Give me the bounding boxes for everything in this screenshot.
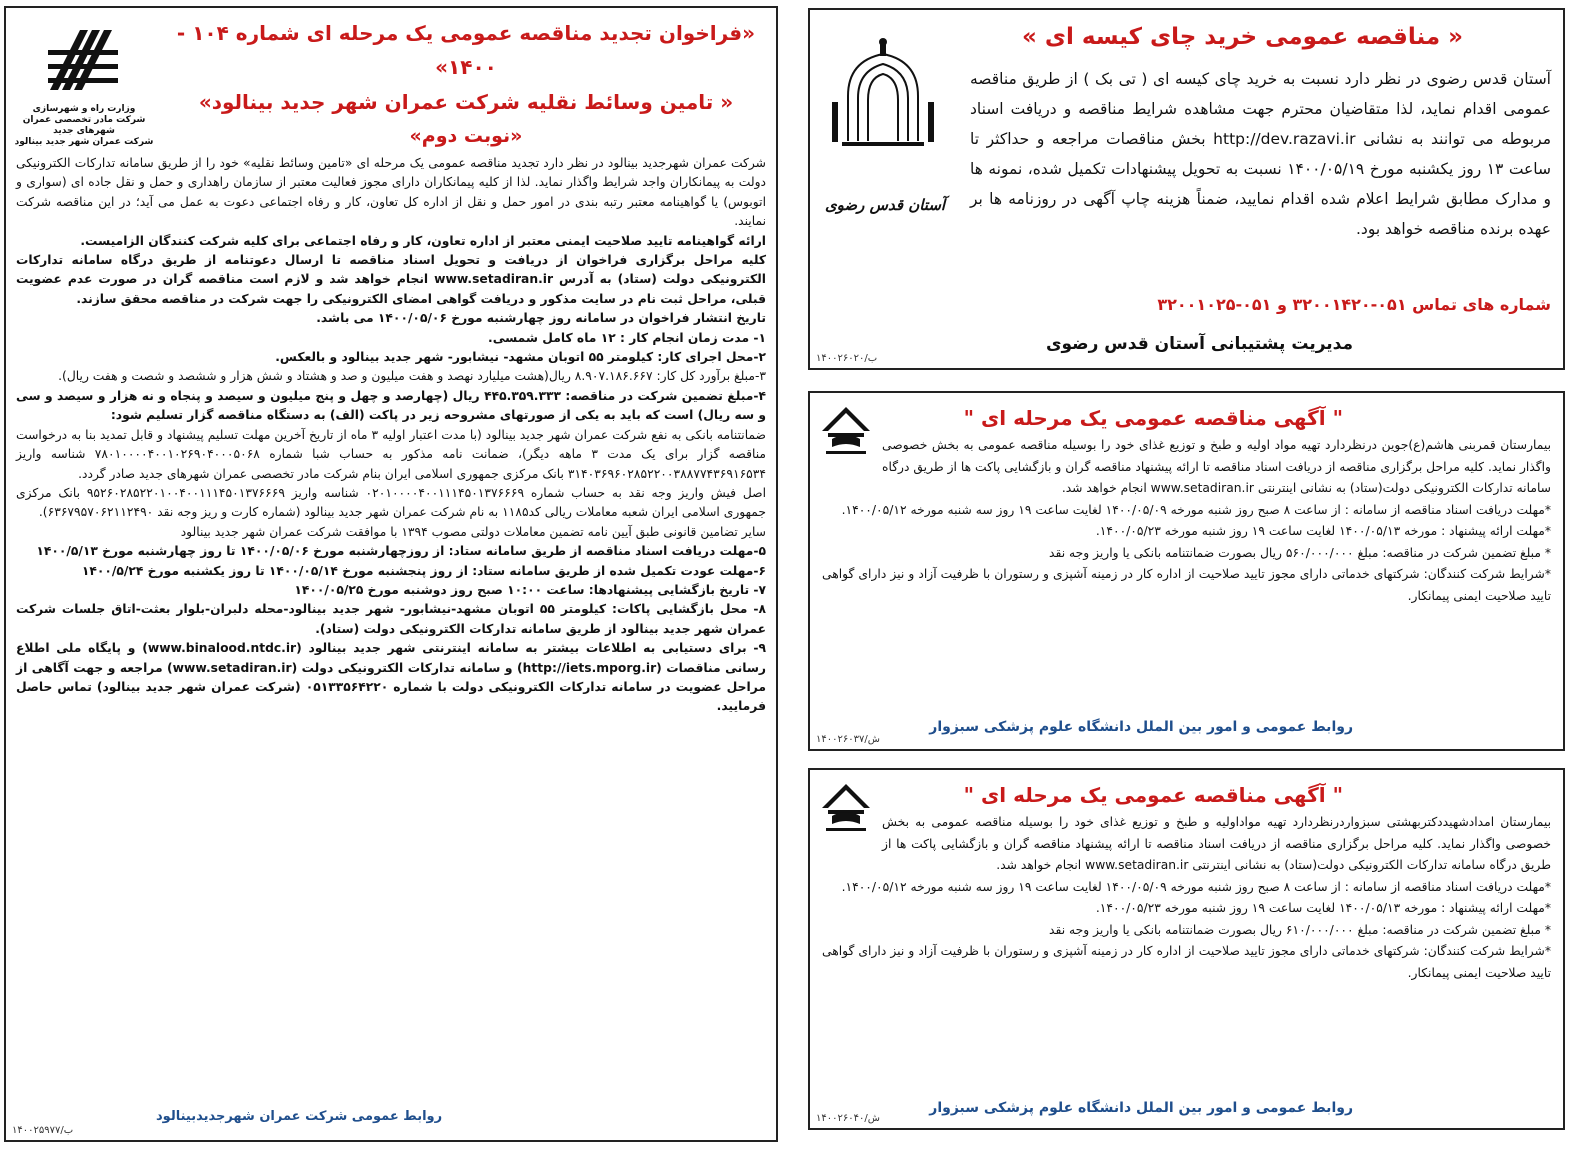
bottom-right-ad-body	[822, 812, 1551, 984]
logo-caption-2: شرکت مادر تخصصی عمران شهرهای جدید	[22, 115, 146, 136]
top-right-ad-body: آستان قدس رضوی در نظر دارد نسبت به خرید چای کیسه ای ( تی بک ) از طریق مناقصه عمومی اقدام نماید، لذا متقاضیان محترم جهت مشاهده شرایط مناقصه و دریافت اسناد مربوطه می توانند به نشانی http://dev.razavi.ir بخش مناقصات مراجعه و حداکثر تا ساعت ۱۳ روز یکشنبه مورخ ۱۴۰۰/۰۵/۱۹ نسبت به تحویل پیشنهادات تکمیل شده، نمونه ها و مدارک مطابق شرایط اعلام شده اقدام نمایید، ضمناً هزینه چاپ آگهی در روزنامه ها بر عهده برنده مناقصه خواهد بود.	[970, 70, 1551, 238]
bottom-right-ad-item-2: *مهلت ارائه پیشنهاد : مورخه ۱۴۰۰/۰۵/۱۳ لغایت ساعت ۱۹ روز شنبه مورخه ۱۴۰۰/۰۵/۲۳.	[1095, 901, 1551, 915]
top-right-ad-ref: ۱۴۰۰۲۶۰۲۰/ب	[816, 353, 878, 364]
top-right-ad-title: « مناقصه عمومی خرید چای کیسه ای »	[1022, 24, 1463, 50]
astan-qods-logo-icon	[818, 36, 948, 166]
mid-right-ad-item-2: *مهلت ارائه پیشنهاد : مورخه ۱۴۰۰/۰۵/۱۳ لغایت ساعت ۱۹ روز شنبه مورخه ۱۴۰۰/۰۵/۲۳.	[1095, 524, 1551, 538]
mid-right-ad-title: " آگهی مناقصه عمومی یک مرحله ای "	[963, 406, 1343, 430]
left-ad-para-8: ۴-مبلغ تضمین شرکت در مناقصه: ۴۴۵.۳۵۹.۳۳۳ ریال (چهارصد و چهل و پنج میلیون و سیصد و پنجاه و نه هزار و سیصد و سی و سه ریال) است که باید به یکی از صورتهای مشروحه زیر در پاکت (الف) به دستگاه مناقصه گزار تسلیم شود:	[16, 388, 766, 423]
mid-right-ad-item-3: * مبلغ تضمین شرکت در مناقصه: مبلغ ۵۶۰/۰۰۰/۰۰۰ ریال بصورت ضمانتنامه بانکی یا واریز وجه نقد	[1049, 545, 1551, 560]
bottom-right-ad-para: بیمارستان امدادشهیددکتربهشتی سبزواردرنظردارد تهیه مواداولیه و طبخ و توزیع غذای خود را بوسیله مناقصه عمومی به بخش خصوصی واگذار نماید. کلیه مراحل برگزاری مناقصه از دریافت اسناد مناقصه تا ارائه پیشنهاد مناقصه گران و بازگشایی پاکت ها از طریق درگاه سامانه تدارکات الکترونیکی دولت(ستاد) به نشانی اینترنتی www.setadiran.ir انجام خواهد شد.	[882, 815, 1551, 872]
left-ad-para-14: ۷- تاریخ بازگشایی پیشنهادها: ساعت ۱۰:۰۰ صبح روز دوشنبه مورخ ۱۴۰۰/۰۵/۲۵	[294, 582, 766, 597]
mid-right-ad-body	[822, 435, 1551, 607]
bottom-right-ad-footer: روابط عمومی و امور بین الملل دانشگاه علوم پزشکی سبزوار	[929, 1100, 1353, 1116]
mid-right-ad-item-1: *مهلت دریافت اسناد مناقصه از سامانه : از ساعت ۸ صبح روز شنبه مورخه ۱۴۰۰/۰۵/۰۹ لغایت ساعت ۱۹ روز سه شنبه مورخه ۱۴۰۰/۰۵/۱۲.	[841, 502, 1551, 517]
astan-qods-logo-text: آستان قدس رضوی	[824, 196, 946, 214]
logo-caption	[14, 104, 154, 148]
left-ad-body	[16, 154, 766, 717]
mid-right-ad-para: بیمارستان قمربنی هاشم(ع)جوین درنظردارد تهیه مواد اولیه و طبخ و توزیع غذای خود را بوسیله مناقصه عمومی به بخش خصوصی واگذار نماید. کلیه مراحل برگزاری مناقصه از دریافت اسناد مناقصه تا ارائه پیشنهاد مناقصه گران و بازگشایی پاکت ها از طریق درگاه سامانه تدارکات الکترونیکی دولت(ستاد) به نشانی اینترنتی www.setadiran.ir انجام خواهد شد.	[882, 438, 1551, 495]
left-ad-title-3: «نوبت دوم»	[409, 125, 523, 147]
left-ad-title-2: « تامین وسائط نقلیه شرکت عمران شهر جدید بینالود»	[198, 90, 734, 114]
logo-caption-1: وزارت راه و شهرسازی	[32, 104, 136, 114]
top-right-ad-footer: مدیریت پشتیبانی آستان قدس رضوی	[1045, 334, 1353, 354]
left-ad-para-2: ارائه گواهینامه تایید صلاحیت ایمنی معتبر از اداره تعاون، کار و رفاه اجتماعی برای کلیه شرکت کنندگان الزامیست.	[80, 233, 766, 248]
bottom-right-ad	[808, 768, 1565, 1130]
mid-right-ad	[808, 391, 1565, 751]
left-ad-title-1: «فراخوان تجدید مناقصه عمومی یک مرحله ای شماره ۱۰۴ - ۱۴۰۰»	[176, 21, 756, 79]
bottom-right-ad-item-4: *شرایط شرکت کنندگان: شرکتهای خدماتی دارای مجوز تایید صلاحیت از اداره کار در زمینه آشپزی و رستوران با ظرفیت آزاد و نیز دارای گواهی تایید صلاحیت ایمنی پیمانکار.	[822, 944, 1551, 980]
left-ad	[4, 6, 778, 1142]
left-ad-para-5: ۱- مدت زمان انجام کار : ۱۲ ماه کامل شمسی.	[488, 330, 766, 345]
bottom-right-ad-item-3: * مبلغ تضمین شرکت در مناقصه: مبلغ ۶۱۰/۰۰۰/۰۰۰ ریال بصورت ضمانتنامه بانکی یا واریز وجه نقد	[1049, 922, 1551, 937]
top-right-ad	[808, 8, 1565, 370]
left-ad-titles	[166, 16, 766, 152]
mid-right-ad-footer: روابط عمومی و امور بین الملل دانشگاه علوم پزشکی سبزوار	[929, 719, 1353, 735]
left-ad-footer: روابط عمومی شرکت عمران شهرجدیدبینالود	[156, 1109, 443, 1124]
mid-right-ad-ref: ۱۴۰۰۲۶۰۳۷/ش	[816, 734, 880, 745]
left-ad-para-16: ۹- برای دستیابی به اطلاعات بیشتر به سامانه اینترنتی شهر جدید بینالود (www.binalood.ntdc.ir) و پایگاه ملی اطلاع رسانی مناقصات (http://iets.mporg.ir) و سامانه تدارکات الکترونیکی دولت (www.setadiran.ir) مراجعه و جهت آگاهی از مراحل عضویت در سامانه تدارکات الکترونیکی دولت با شماره ۰۵۱۳۳۵۶۴۲۲۰ (شرکت عمران شهر جدید بینالود) تماس حاصل فرمایید.	[16, 641, 766, 714]
left-ad-para-10: اصل فیش واریز وجه نقد به حساب شماره ۰۲۰۱۰۰۰۰۴۰۰۱۱۱۴۵۰۱۳۷۶۶۶۹ شناسه واریز ۹۵۲۶۰۲۸۵۲۲۰۱۰۰۴۰۰۱۱۱۴۵۰۱۳۷۶۶۶۹ بانک مرکزی جمهوری اسلامی ایران شعبه معاملات ریالی کد۱۱۸۵ به نام شرکت عمران شهر جدید بینالود (شماره کارت و ریز وجه نقد ۶۳۶۷۹۵۷۰۶۲۱۱۲۴۹۰).	[16, 485, 767, 520]
bottom-right-ad-title: " آگهی مناقصه عمومی یک مرحله ای "	[963, 783, 1343, 807]
left-ad-para-6: ۲-محل اجرای کار: کیلومتر ۵۵ اتوبان مشهد- نیشابور- شهر جدید بینالود و بالعکس.	[275, 350, 766, 365]
bottom-right-ad-ref: ۱۴۰۰۲۶۰۴۰/ش	[816, 1113, 880, 1124]
left-ad-para-3: کلیه مراحل برگزاری فراخوان از دریافت و تحویل اسناد مناقصه تا ارسال دعوتنامه از طریق درگاه سامانه تدارکات الکترونیکی دولت (ستاد) به آدرس www.setadiran.ir انجام خواهد شد و لازم است مناقصه گران در صورت عدم عضویت قبلی، مراحل ثبت نام در سایت مذکور و دریافت گواهی امضای الکترونیکی را جهت شرکت در مناقصه محقق سازند.	[16, 253, 766, 306]
logo-caption-3: شرکت عمران شهر جدید بینالود	[14, 137, 154, 147]
left-ad-para-12: ۵-مهلت دریافت اسناد مناقصه از طریق سامانه ستاد: از روزچهارشنبه مورخ ۱۴۰۰/۰۵/۰۶ تا روز چهارشنبه مورخ ۱۴۰۰/۵/۱۳	[36, 544, 766, 559]
left-ad-ref: ۱۴۰۰۲۵۹۷۷/ب	[12, 1125, 74, 1136]
bottom-right-ad-item-1: *مهلت دریافت اسناد مناقصه از سامانه : از ساعت ۸ صبح روز شنبه مورخه ۱۴۰۰/۰۵/۰۹ لغایت ساعت ۱۹ روز سه شنبه مورخه ۱۴۰۰/۰۵/۱۲.	[841, 879, 1551, 894]
left-ad-para-1: شرکت عمران شهرجدید بینالود در نظر دارد تجدید مناقصه عمومی یک مرحله ای «تامین وسائط نقلیه» خود را از طریق سامانه تدارکات الکترونیکی دولت به پیمانکاران واجد شرایط واگذار نماید. لذا از کلیه پیمانکاران دارای مجوز فعالیت معتبر از سازمان راهداری و حمل و نقل جاده ای (سواری و اتوبوس) یا گواهینامه معتبر رتبه بندی در امور حمل و نقل از اداره کل تعاون، کار و رفاه اجتماعی دعوت به عمل می آید؛ در این مناقصه شرکت نمایند.	[16, 156, 766, 229]
left-ad-para-13: ۶-مهلت عودت تکمیل شده از طریق سامانه ستاد: از روز پنجشنبه مورخ ۱۴۰۰/۰۵/۱۴ تا روز یکشنبه مورخ ۱۴۰۰/۵/۲۴	[81, 563, 766, 578]
left-ad-para-7: ۳-مبلغ برآورد کل کار: ۸.۹۰۷.۱۸۶.۶۶۷ ریال(هشت میلیارد نهصد و هفت میلیون و صد و هشتاد و شش هزار و ششصد و شصت و هفت ریال).	[58, 369, 766, 384]
left-ad-para-15: ۸- محل بازگشایی پاکات: کیلومتر ۵۵ اتوبان مشهد-نیشابور- شهر جدید بینالود-محله دلبران-بلوار بعثت-اتاق جلسات شرکت عمران شهر جدید بینالود از طریق سامانه تدارکات الکترونیکی دولت (ستاد).	[16, 602, 766, 636]
left-ad-para-9: ضمانتنامه بانکی به نفع شرکت عمران شهر جدید بینالود (با مدت اعتبار اولیه ۳ ماه از تاریخ آخرین مهلت تسلیم پیشنهاد و قابل تمدید بنا به درخواست مناقصه گزار برای یک مدت ۳ ماهه دیگر)، ضمانت نامه مذکور به حساب شبا شماره ۷۸۰۱۰۰۰۰۴۰۰۱۰۲۶۹۰۴۰۰۰۵۰۶۸ شناسه واریز ۳۱۴۰۳۶۹۶۰۲۸۵۲۲۰۰۳۸۸۷۷۴۳۶۹۱۶۵۳۴ بانک مرکزی جمهوری اسلامی ایران بنام شرکت مادر تخصصی عمران شهرهای جدید صادر گردد.	[16, 427, 767, 481]
left-ad-para-11: سایر تضامین قانونی طبق آیین نامه تضمین معاملات دولتی مصوب ۱۳۹۴ با موافقت شرکت عمران شهر جدید بینالود	[180, 524, 766, 539]
binalood-logo-icon	[40, 20, 124, 100]
left-ad-para-4: تاریخ انتشار فراخوان در سامانه روز چهارشنبه مورخ ۱۴۰۰/۰۵/۰۶ می باشد.	[316, 311, 766, 326]
mid-right-ad-item-4: *شرایط شرکت کنندگان: شرکتهای خدماتی دارای مجوز تایید صلاحیت از اداره کار در زمینه آشپزی و رستوران با ظرفیت آزاد و نیز دارای گواهی تایید صلاحیت ایمنی پیمانکار.	[822, 567, 1551, 603]
top-right-ad-phones: شماره های تماس ۰۵۱-۳۲۰۰۱۴۲۰ و ۰۵۱-۳۲۰۰۱۰۲۵	[1157, 295, 1551, 314]
